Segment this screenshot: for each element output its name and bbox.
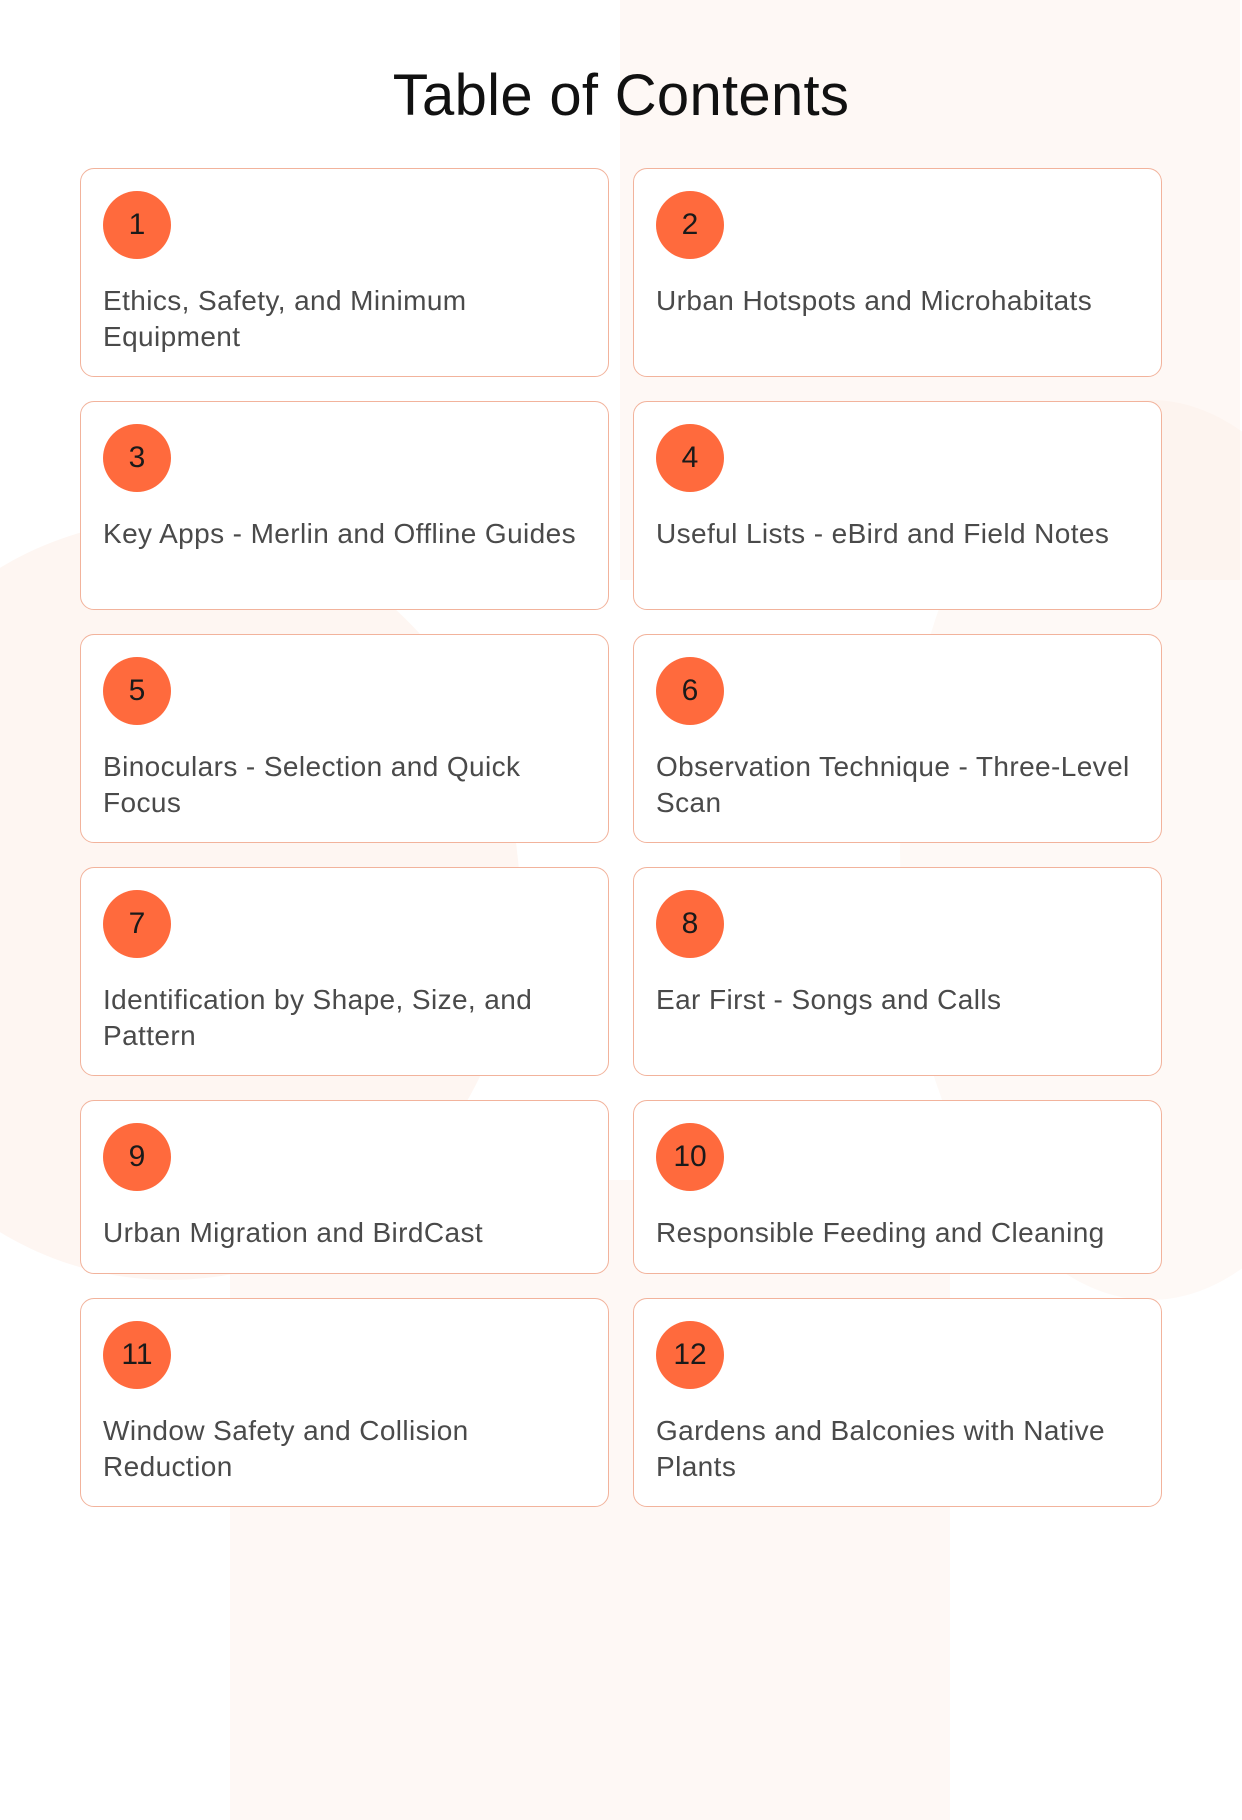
- chapter-number-badge: 6: [656, 657, 724, 725]
- chapter-number-badge: 7: [103, 890, 171, 958]
- toc-item-7[interactable]: [80, 867, 609, 1076]
- chapter-title: Responsible Feeding and Cleaning: [656, 1217, 1105, 1248]
- toc-item-6[interactable]: [633, 634, 1162, 843]
- chapter-title: Window Safety and Collision Reduction: [103, 1415, 469, 1482]
- toc-item-3[interactable]: [80, 401, 609, 610]
- page-title: Table of Contents: [392, 63, 850, 128]
- chapter-title: Ear First - Songs and Calls: [656, 984, 1002, 1015]
- toc-item-11[interactable]: [80, 1298, 609, 1507]
- toc-item-1[interactable]: [80, 168, 609, 377]
- chapter-number-badge: 9: [103, 1123, 171, 1191]
- toc-grid: [80, 168, 1162, 1507]
- chapter-title: Identification by Shape, Size, and Pattern: [103, 984, 533, 1051]
- toc-item-12[interactable]: [633, 1298, 1162, 1507]
- chapter-title: Ethics, Safety, and Minimum Equipment: [103, 285, 467, 352]
- chapter-number-badge: 11: [103, 1321, 171, 1389]
- toc-item-5[interactable]: [80, 634, 609, 843]
- chapter-title: Urban Migration and BirdCast: [103, 1217, 484, 1248]
- toc-item-8[interactable]: [633, 867, 1162, 1076]
- chapter-title: Key Apps - Merlin and Offline Guides: [103, 518, 577, 549]
- toc-item-2[interactable]: [633, 168, 1162, 377]
- chapter-number-badge: 10: [656, 1123, 724, 1191]
- chapter-title: Urban Hotspots and Microhabitats: [656, 285, 1093, 316]
- chapter-title: Binoculars - Selection and Quick Focus: [103, 751, 521, 818]
- chapter-number-badge: 4: [656, 424, 724, 492]
- toc-item-10[interactable]: [633, 1100, 1162, 1274]
- chapter-number-badge: 1: [103, 191, 171, 259]
- chapter-title: Useful Lists - eBird and Field Notes: [656, 518, 1110, 549]
- chapter-number-badge: 2: [656, 191, 724, 259]
- chapter-number-badge: 12: [656, 1321, 724, 1389]
- chapter-number-badge: 5: [103, 657, 171, 725]
- toc-item-4[interactable]: [633, 401, 1162, 610]
- toc-item-9[interactable]: [80, 1100, 609, 1274]
- chapter-title: Observation Technique - Three-Level Scan: [656, 751, 1130, 818]
- chapter-number-badge: 8: [656, 890, 724, 958]
- chapter-number-badge: 3: [103, 424, 171, 492]
- chapter-title: Gardens and Balconies with Native Plants: [656, 1415, 1105, 1482]
